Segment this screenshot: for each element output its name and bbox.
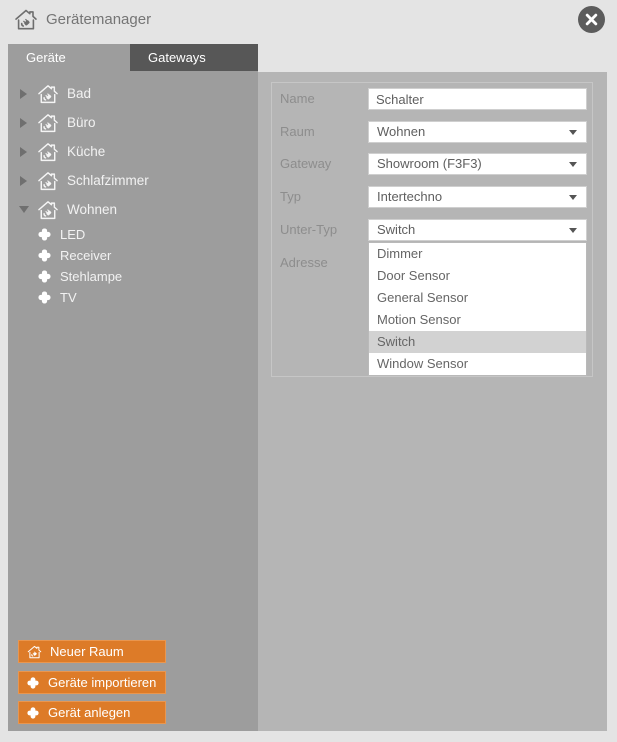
house-icon <box>37 200 59 220</box>
expand-arrow-icon[interactable] <box>20 118 27 128</box>
unter-typ-select[interactable] <box>368 219 587 241</box>
raum-select[interactable] <box>368 121 587 143</box>
raum-select-value: Wohnen <box>377 124 426 139</box>
new-room-button[interactable] <box>18 640 166 663</box>
window-title: Gerätemanager <box>46 11 152 28</box>
device-form-panel <box>258 72 607 731</box>
room-label: Wohnen <box>67 202 118 217</box>
gateway-select-value: Showroom (F3F3) <box>377 156 482 171</box>
name-input[interactable] <box>368 88 587 110</box>
room-tree <box>8 71 258 308</box>
dropdown-option[interactable]: Door Sensor <box>377 268 450 283</box>
tab-geraete[interactable]: Geräte <box>8 44 130 71</box>
gateway-label: Gateway <box>280 156 332 171</box>
title-bar <box>0 0 617 40</box>
expand-arrow-icon[interactable] <box>20 176 27 186</box>
close-icon <box>585 13 598 26</box>
dropdown-option[interactable]: Dimmer <box>377 246 423 261</box>
gateway-select[interactable] <box>368 153 587 175</box>
expand-arrow-icon[interactable] <box>20 89 27 99</box>
tree-room-buero[interactable] <box>8 108 258 137</box>
device-label: Receiver <box>60 248 112 263</box>
tree-room-schlafzimmer[interactable] <box>8 166 258 195</box>
dropdown-option[interactable]: Motion Sensor <box>377 312 461 327</box>
close-button[interactable] <box>578 6 605 33</box>
house-icon <box>37 113 59 133</box>
tree-device-tv[interactable] <box>8 287 258 308</box>
tree-device-stehlampe[interactable] <box>8 266 258 287</box>
house-icon <box>27 645 42 659</box>
chevron-down-icon <box>569 130 577 135</box>
raum-label: Raum <box>280 124 315 139</box>
plug-icon <box>27 707 39 719</box>
room-label: Büro <box>67 115 96 130</box>
plug-icon <box>38 249 51 262</box>
house-icon <box>37 142 59 162</box>
plug-icon <box>38 291 51 304</box>
import-devices-button[interactable] <box>18 671 166 694</box>
device-label: LED <box>60 227 86 242</box>
tree-room-kueche[interactable] <box>8 137 258 166</box>
house-icon <box>37 84 59 104</box>
button-label: Geräte importieren <box>48 675 157 690</box>
plug-icon <box>38 228 51 241</box>
device-label: TV <box>60 290 77 305</box>
house-icon <box>37 171 59 191</box>
collapse-arrow-icon[interactable] <box>19 206 29 213</box>
typ-select[interactable] <box>368 186 587 208</box>
tree-room-bad[interactable] <box>8 79 258 108</box>
name-label: Name <box>280 91 315 106</box>
plug-icon <box>38 270 51 283</box>
tab-gateways[interactable]: Gateways <box>130 44 258 71</box>
house-plug-icon <box>14 8 38 31</box>
plug-icon <box>27 677 39 689</box>
dropdown-option-selected[interactable]: Switch <box>369 331 586 353</box>
room-label: Bad <box>67 86 92 101</box>
expand-arrow-icon[interactable] <box>20 147 27 157</box>
adresse-label: Adresse <box>280 255 328 270</box>
tree-room-wohnen[interactable] <box>8 195 258 224</box>
typ-select-value: Intertechno <box>377 189 443 204</box>
chevron-down-icon <box>569 162 577 167</box>
unter-typ-label: Unter-Typ <box>280 222 338 237</box>
tree-device-receiver[interactable] <box>8 245 258 266</box>
create-device-button[interactable] <box>18 701 166 724</box>
unter-typ-dropdown-list <box>368 242 587 376</box>
typ-label: Typ <box>280 189 301 204</box>
chevron-down-icon <box>569 228 577 233</box>
tree-device-led[interactable] <box>8 224 258 245</box>
dropdown-option[interactable]: General Sensor <box>377 290 469 305</box>
button-label: Gerät anlegen <box>48 705 131 720</box>
room-label: Küche <box>67 144 106 159</box>
device-tree-sidebar <box>8 71 258 731</box>
device-label: Stehlampe <box>60 269 123 284</box>
chevron-down-icon <box>569 195 577 200</box>
button-label: Neuer Raum <box>50 644 124 659</box>
unter-typ-select-value: Switch <box>377 222 416 237</box>
room-label: Schlafzimmer <box>67 173 149 188</box>
dropdown-option[interactable]: Window Sensor <box>377 356 469 371</box>
